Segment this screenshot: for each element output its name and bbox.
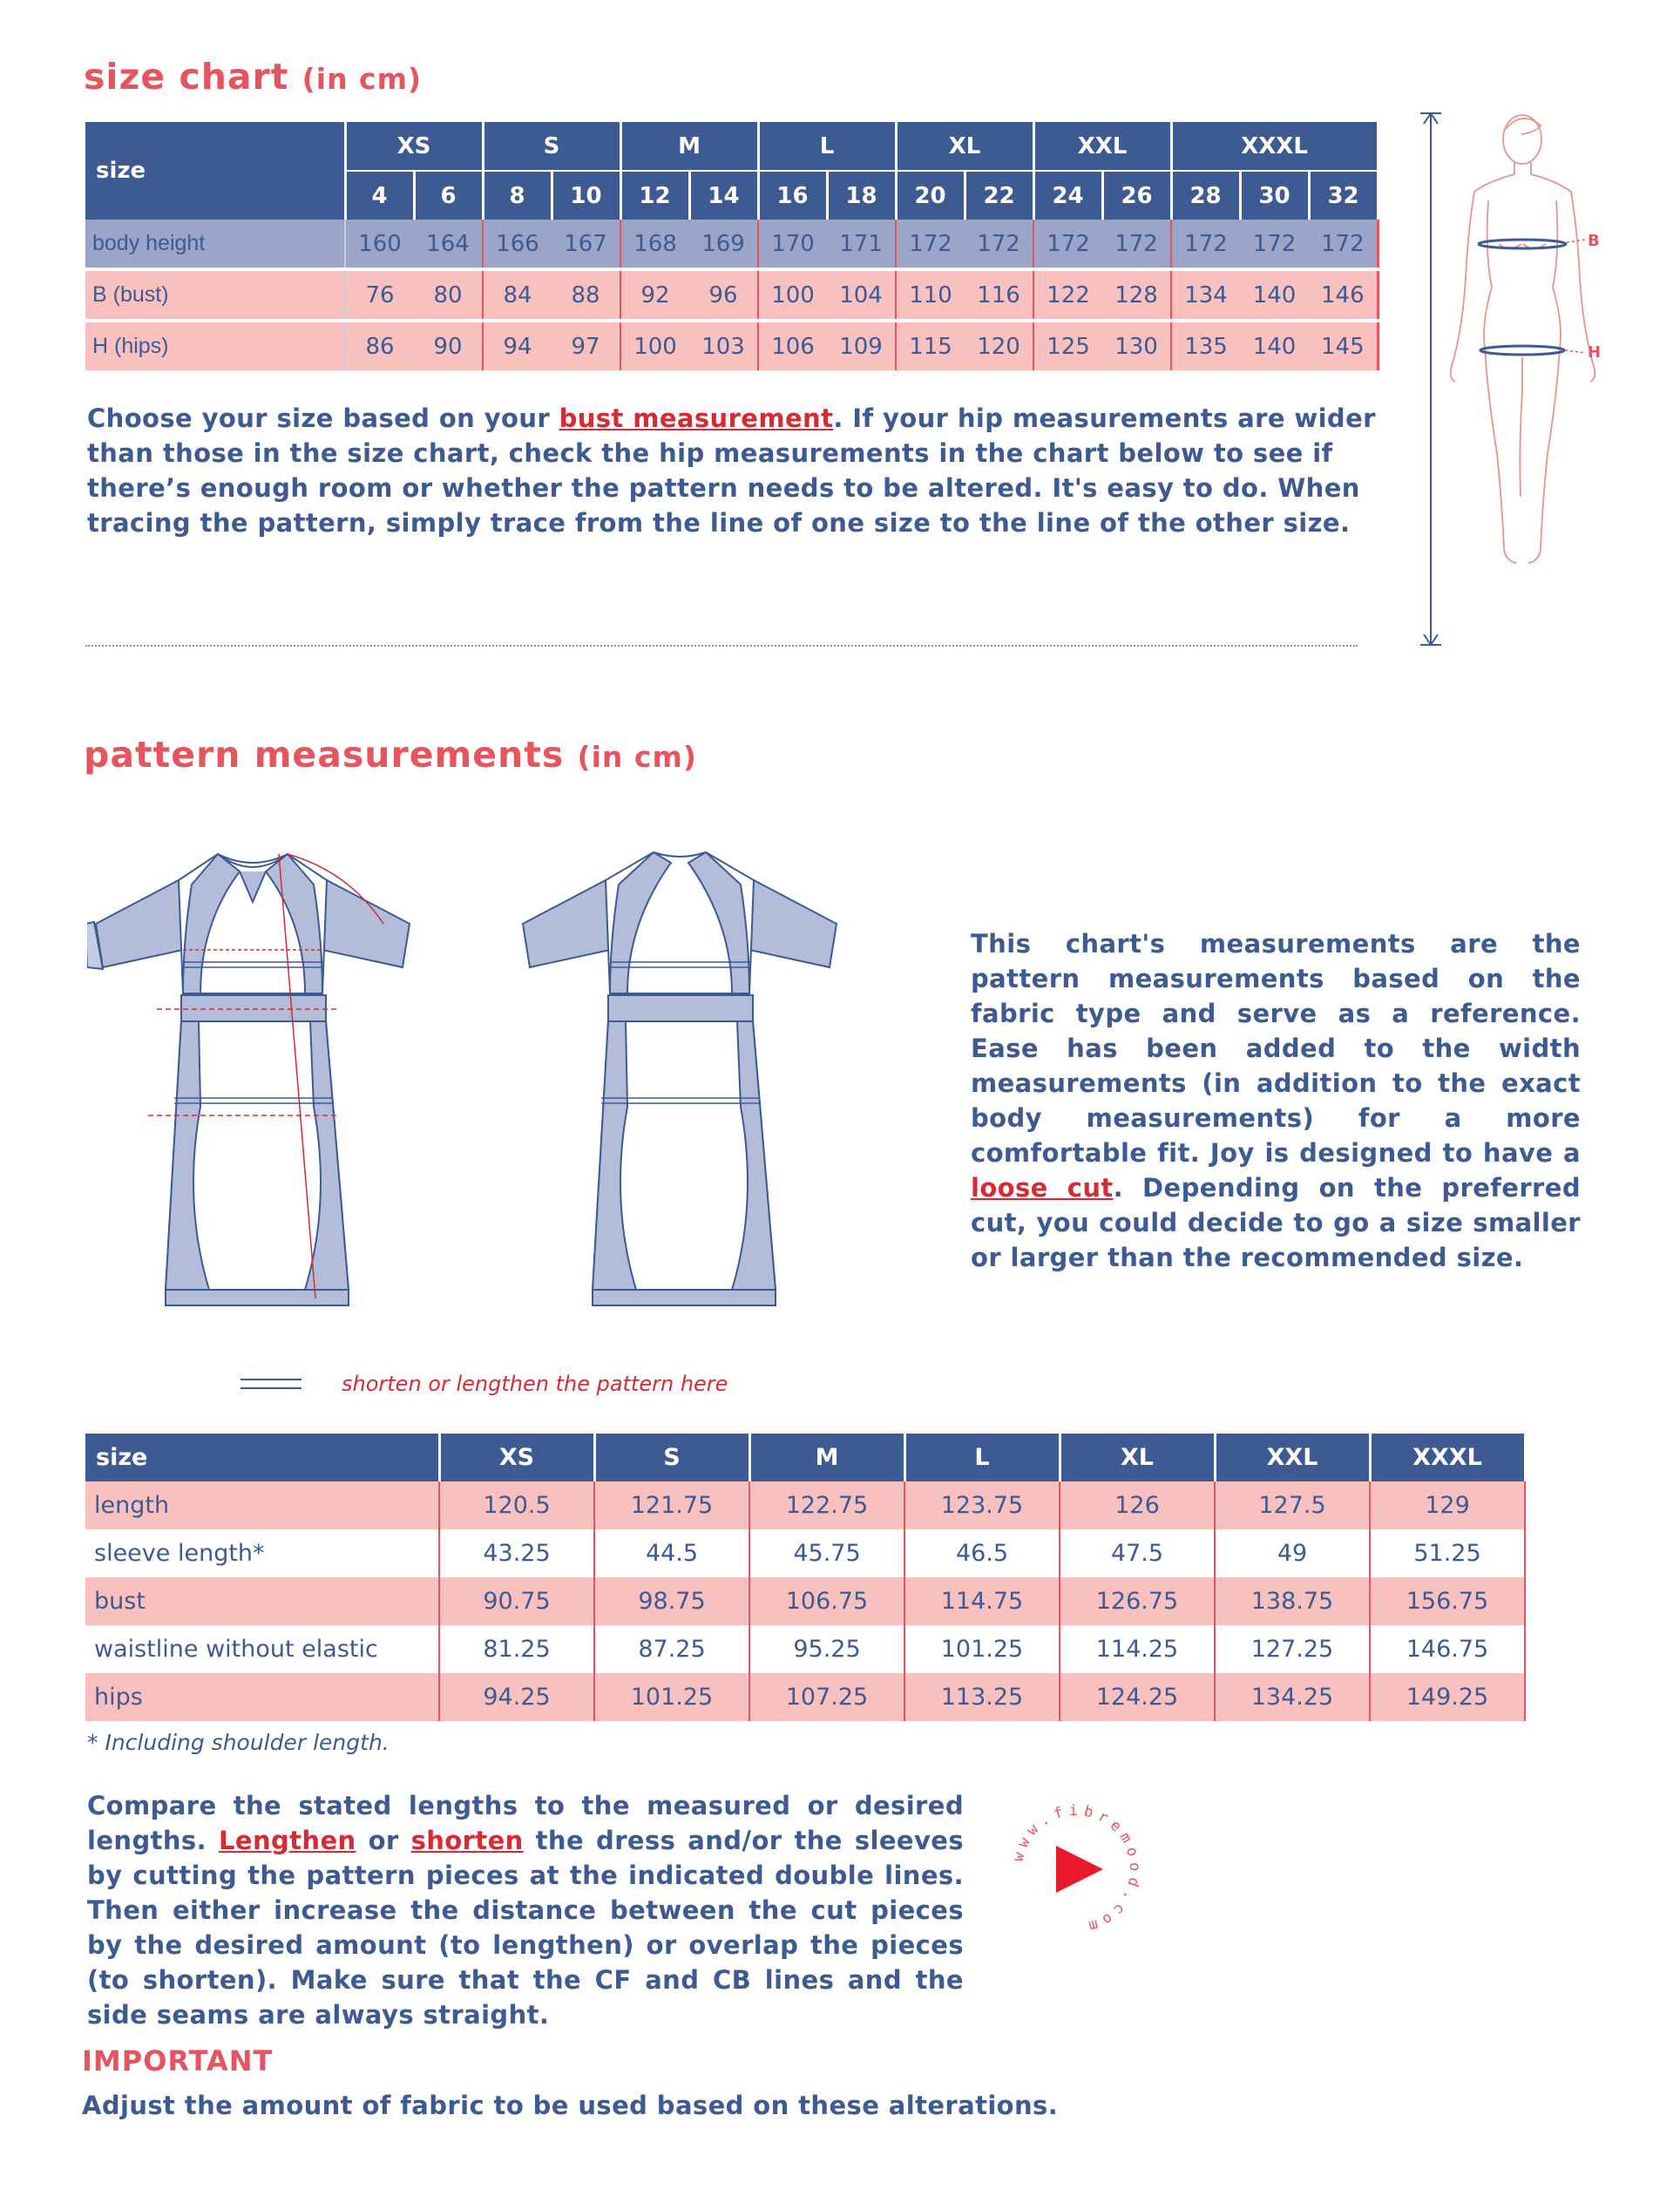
shorten-link[interactable]: shorten [410, 1826, 524, 1855]
cell-value: 103 [689, 321, 758, 372]
cell-value: 167 [552, 220, 620, 269]
cell-value: 172 [965, 220, 1033, 269]
pattern-cell-value: 107.25 [749, 1673, 904, 1721]
cell-value: 172 [896, 220, 965, 269]
pattern-row [85, 1529, 1525, 1577]
description-before: This chart's measurements are the pattern measurements based on the fabric type and serve as a reference. Ease has been added to the width measurements (in addition to the exact body measurements) for a more comfortable fit. Joy is designed to have a [971, 929, 1581, 1168]
cell-value: 169 [689, 220, 758, 269]
cell-value: 92 [620, 269, 689, 321]
pattern-cell-value: 124.25 [1060, 1673, 1215, 1721]
size-number-18: 18 [827, 171, 896, 220]
pattern-cell-value: 98.75 [594, 1577, 749, 1625]
pattern-size-xxl: XXL [1215, 1434, 1370, 1481]
pattern-cell-value: 127.5 [1215, 1481, 1370, 1529]
size-group-xl: XL [896, 122, 1033, 171]
cell-value: 134 [1171, 269, 1240, 321]
important-text: Adjust the amount of fabric to be used based on these alterations. [82, 2091, 1059, 2120]
size-group-xxl: XXL [1033, 122, 1171, 171]
cell-value: 128 [1102, 269, 1171, 321]
cell-value: 171 [827, 220, 896, 269]
pattern-cell-value: 114.25 [1060, 1625, 1215, 1673]
cell-value: 110 [896, 269, 965, 321]
size-number-30: 30 [1240, 171, 1309, 220]
cell-value: 84 [483, 269, 552, 321]
cell-value: 135 [1171, 321, 1240, 372]
size-number-24: 24 [1033, 171, 1102, 220]
cell-value: 109 [827, 321, 896, 372]
size-number-4: 4 [345, 171, 414, 220]
size-group-xxxl: XXXL [1171, 122, 1378, 171]
pattern-cell-value: 49 [1215, 1529, 1370, 1577]
bust-measure-line-icon [1479, 240, 1566, 355]
pattern-cell-value: 149.25 [1370, 1673, 1525, 1721]
cell-value: 166 [483, 220, 552, 269]
pattern-cell-value: 95.25 [749, 1625, 904, 1673]
size-number-8: 8 [483, 171, 552, 220]
fibremood-logo[interactable] [1002, 1795, 1150, 1943]
cell-value: 164 [414, 220, 483, 269]
cell-value: 145 [1309, 321, 1378, 372]
size-chart-title-text: size chart [84, 56, 289, 98]
pattern-cell-value: 123.75 [904, 1481, 1060, 1529]
cell-value: 140 [1240, 269, 1309, 321]
size-group-xs: XS [345, 122, 483, 171]
size-chart-row [85, 321, 1378, 372]
pattern-unit: (in cm) [577, 740, 697, 774]
size-number-20: 20 [896, 171, 965, 220]
size-number-28: 28 [1171, 171, 1240, 220]
pattern-row-label: waistline without elastic [85, 1625, 439, 1673]
pattern-cell-value: 129 [1370, 1481, 1525, 1529]
compare-line1: Compare the stated lengths to the measured or desired lengths. [87, 1791, 964, 1855]
pattern-cell-value: 126 [1060, 1481, 1215, 1529]
compare-mid: or [356, 1826, 411, 1855]
intro-text-after: . If your hip measurements are wider than those in the size chart, check the hip measurements in the chart below to see if there’s enough room or whether the pattern needs to be altered. It's easy to do. When tracing the pattern, simply trace from the line of one size to the line of the other size. [87, 403, 1376, 538]
cell-value: 125 [1033, 321, 1102, 372]
cell-value: 106 [758, 321, 827, 372]
size-chart-unit: (in cm) [301, 62, 423, 96]
size-chart-row [85, 220, 1378, 269]
pattern-cell-value: 106.75 [749, 1577, 904, 1625]
pattern-row [85, 1625, 1525, 1673]
cell-value: 140 [1240, 321, 1309, 372]
dress-front-illustration [87, 837, 488, 1325]
pattern-cell-value: 87.25 [594, 1625, 749, 1673]
pattern-row [85, 1577, 1525, 1625]
pattern-cell-value: 114.75 [904, 1577, 1060, 1625]
lengthen-link[interactable]: Lengthen [219, 1826, 356, 1855]
bust-label: B [1588, 232, 1600, 250]
cell-value: 146 [1309, 269, 1378, 321]
cell-value: 120 [965, 321, 1033, 372]
pattern-cell-value: 94.25 [439, 1673, 594, 1721]
pattern-row [85, 1673, 1525, 1721]
pattern-cell-value: 45.75 [749, 1529, 904, 1577]
cell-value: 94 [483, 321, 552, 372]
pattern-size-xl: XL [1060, 1434, 1215, 1481]
pattern-cell-value: 101.25 [904, 1625, 1060, 1673]
size-number-26: 26 [1102, 171, 1171, 220]
pattern-cell-value: 121.75 [594, 1481, 749, 1529]
size-number-12: 12 [620, 171, 689, 220]
size-number-16: 16 [758, 171, 827, 220]
pattern-cell-value: 47.5 [1060, 1529, 1215, 1577]
pattern-cell-value: 156.75 [1370, 1577, 1525, 1625]
pattern-cell-value: 44.5 [594, 1529, 749, 1577]
size-chart-title [84, 56, 422, 98]
logo-text: www.fibremood.com [1009, 1801, 1144, 1936]
cell-value: 130 [1102, 321, 1171, 372]
legend-text: shorten or lengthen the pattern here [342, 1372, 728, 1396]
compare-paragraph [87, 1788, 964, 2032]
pattern-cell-value: 51.25 [1370, 1529, 1525, 1577]
pattern-size-l: L [904, 1434, 1060, 1481]
size-group-l: L [758, 122, 896, 171]
intro-paragraph [87, 401, 1377, 540]
cell-value: 172 [1240, 220, 1309, 269]
cell-value: 97 [552, 321, 620, 372]
pattern-title-text: pattern measurements [84, 734, 565, 776]
pattern-measurements-table [85, 1434, 1527, 1721]
compare-rest: the dress and/or the sleeves by cutting the pattern pieces at the indicated double lines. Then either increase the distance between the cut pieces by the desired amount (to lengthen) or overlap the pieces (to shorten). Make sure that the CF and CB lines and the side seams are always straight. [87, 1826, 964, 2030]
cell-value: 172 [1309, 220, 1378, 269]
cell-value: 86 [345, 321, 414, 372]
cell-value: 160 [345, 220, 414, 269]
pattern-cell-value: 120.5 [439, 1481, 594, 1529]
row-label: body height [85, 220, 345, 269]
cell-value: 100 [758, 269, 827, 321]
cell-value: 172 [1102, 220, 1171, 269]
size-chart-table [85, 122, 1379, 374]
cell-value: 104 [827, 269, 896, 321]
loose-cut-link[interactable]: loose cut [971, 1173, 1114, 1203]
cell-value: 76 [345, 269, 414, 321]
pattern-row-label: sleeve length* [85, 1529, 439, 1577]
pattern-size-xxxl: XXXL [1370, 1434, 1525, 1481]
intro-text-before: Choose your size based on your [87, 403, 559, 433]
dress-back-illustration [514, 837, 898, 1325]
pattern-size-header: size [85, 1434, 439, 1481]
cell-value: 116 [965, 269, 1033, 321]
size-group-s: S [483, 122, 620, 171]
pattern-row-label: hips [85, 1673, 439, 1721]
pattern-size-xs: XS [439, 1434, 594, 1481]
pattern-measurements-title [84, 734, 697, 776]
pattern-size-s: S [594, 1434, 749, 1481]
cell-value: 172 [1171, 220, 1240, 269]
pattern-size-m: M [749, 1434, 904, 1481]
pattern-cell-value: 46.5 [904, 1529, 1060, 1577]
row-label: H (hips) [85, 321, 345, 372]
size-number-14: 14 [689, 171, 758, 220]
play-icon [1056, 1846, 1103, 1893]
size-number-32: 32 [1309, 171, 1378, 220]
cell-value: 170 [758, 220, 827, 269]
important-heading: IMPORTANT [82, 2044, 274, 2078]
size-header-label: size [85, 122, 345, 220]
hips-label: H [1588, 343, 1602, 362]
pattern-row [85, 1481, 1525, 1529]
description-after: . Depending on the preferred cut, you could decide to go a size smaller or larger than the recommended size. [971, 1173, 1581, 1272]
size-chart-row [85, 269, 1378, 321]
cell-value: 168 [620, 220, 689, 269]
pattern-cell-value: 101.25 [594, 1673, 749, 1721]
pattern-cell-value: 81.25 [439, 1625, 594, 1673]
body-figure [1412, 105, 1612, 654]
bust-measurement-link[interactable]: bust measurement [559, 403, 834, 433]
pattern-cell-value: 138.75 [1215, 1577, 1370, 1625]
pattern-row-label: bust [85, 1577, 439, 1625]
pattern-cell-value: 122.75 [749, 1481, 904, 1529]
row-label: B (bust) [85, 269, 345, 321]
cell-value: 122 [1033, 269, 1102, 321]
pattern-description [971, 926, 1581, 1275]
cell-value: 172 [1033, 220, 1102, 269]
pattern-cell-value: 126.75 [1060, 1577, 1215, 1625]
cell-value: 115 [896, 321, 965, 372]
size-number-22: 22 [965, 171, 1033, 220]
double-line-icon [240, 1375, 301, 1393]
cell-value: 90 [414, 321, 483, 372]
cell-value: 88 [552, 269, 620, 321]
pattern-cell-value: 134.25 [1215, 1673, 1370, 1721]
pattern-cell-value: 113.25 [904, 1673, 1060, 1721]
pattern-cell-value: 146.75 [1370, 1625, 1525, 1673]
footnote: * Including shoulder length. [87, 1730, 390, 1755]
size-number-10: 10 [552, 171, 620, 220]
height-arrow-icon [1420, 113, 1441, 645]
pattern-row-label: length [85, 1481, 439, 1529]
size-group-m: M [620, 122, 758, 171]
cell-value: 96 [689, 269, 758, 321]
pattern-cell-value: 127.25 [1215, 1625, 1370, 1673]
cell-value: 80 [414, 269, 483, 321]
cell-value: 100 [620, 321, 689, 372]
pattern-cell-value: 43.25 [439, 1529, 594, 1577]
pattern-cell-value: 90.75 [439, 1577, 594, 1625]
section-divider [85, 645, 1358, 647]
size-number-6: 6 [414, 171, 483, 220]
